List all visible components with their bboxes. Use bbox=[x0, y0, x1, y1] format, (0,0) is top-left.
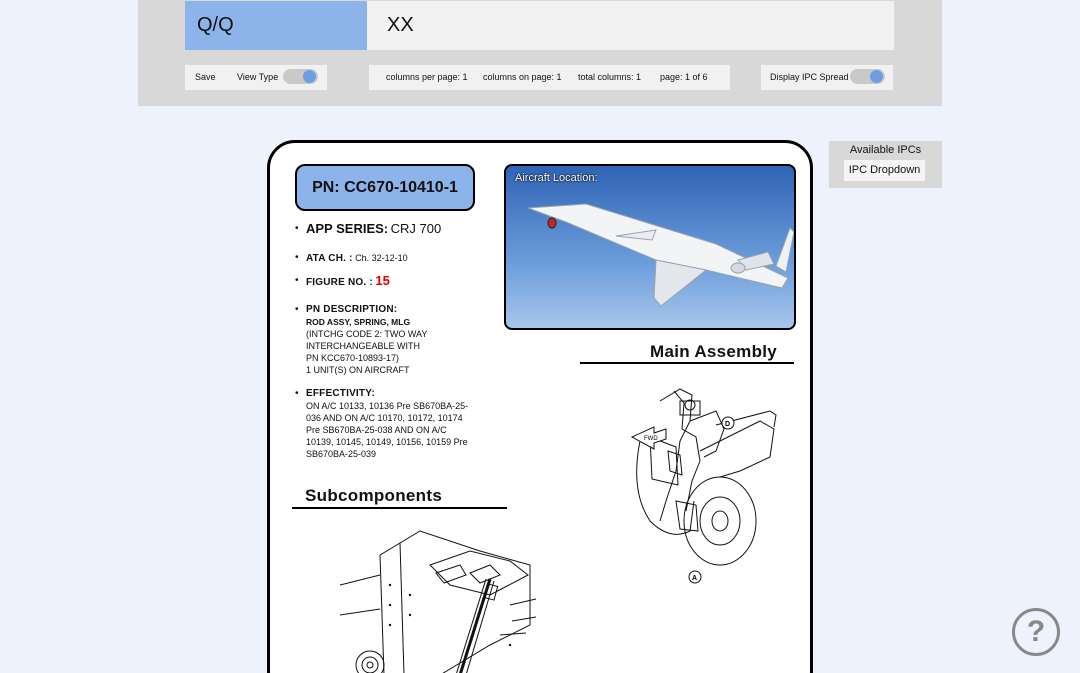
effectivity-line: ON A/C 10133, 10136 Pre SB670BA-25- bbox=[306, 401, 469, 411]
effectivity-line: 036 AND ON A/C 10170, 10172, 10174 bbox=[306, 413, 463, 423]
callout-d-label: D bbox=[725, 421, 731, 428]
view-type-label: View Type bbox=[237, 72, 279, 82]
available-ipcs-label: Available IPCs bbox=[849, 144, 922, 156]
ata-item bbox=[296, 252, 408, 265]
ipc-dropdown[interactable]: IPC Dropdown bbox=[844, 160, 925, 181]
ata-label: ATA CH. : bbox=[306, 253, 353, 264]
main-assembly-divider bbox=[580, 362, 794, 364]
part-card bbox=[267, 140, 813, 673]
available-ipcs-panel bbox=[829, 141, 942, 188]
pn-description-title: ROD ASSY, SPRING, MLG bbox=[306, 317, 411, 327]
view-type-toggle[interactable] bbox=[283, 69, 318, 84]
columns-per-page: columns per page: 1 bbox=[386, 72, 468, 82]
aircraft-location-label: Aircraft Location: bbox=[515, 172, 598, 184]
display-ipc-spread-toggle[interactable] bbox=[850, 69, 885, 84]
effectivity-line: SB670BA-25-039 bbox=[306, 449, 377, 459]
bullet-icon: • bbox=[295, 388, 299, 399]
save-view-controls bbox=[185, 65, 327, 90]
app-series-value: CRJ 700 bbox=[390, 221, 442, 236]
location-marker-icon bbox=[548, 218, 556, 228]
effectivity-line: Pre SB670BA-25-038 AND ON A/C bbox=[306, 425, 447, 435]
pn-description-line: INTERCHANGEABLE WITH bbox=[306, 341, 421, 351]
pn-description-line: PN KCC670-10893-17) bbox=[306, 353, 400, 363]
save-button[interactable]: Save bbox=[195, 72, 216, 82]
header-right-title: XX bbox=[387, 14, 414, 36]
pn-description-line: 1 UNIT(S) ON AIRCRAFT bbox=[306, 365, 410, 375]
pn-description-line: (INTCHG CODE 2: TWO WAY bbox=[306, 329, 428, 339]
pagination-info bbox=[369, 65, 730, 90]
main-assembly-diagram bbox=[620, 381, 790, 591]
aircraft-location-panel bbox=[504, 164, 796, 330]
callout-a-label: A bbox=[692, 575, 698, 582]
subcomponents-title: Subcomponents bbox=[305, 486, 443, 505]
toggle-knob bbox=[303, 70, 316, 83]
aircraft-illustration bbox=[506, 166, 796, 330]
bullet-icon: • bbox=[295, 275, 299, 286]
figure-label: FIGURE NO. : bbox=[306, 277, 373, 288]
toggle-knob bbox=[870, 70, 883, 83]
part-number-badge: PN: CC670-10410-1 bbox=[295, 164, 475, 211]
header-right-field[interactable] bbox=[367, 1, 894, 50]
top-bar bbox=[138, 0, 942, 106]
fwd-label: FWD bbox=[644, 436, 658, 442]
pn-description-item bbox=[296, 304, 427, 376]
subcomponents-divider bbox=[292, 507, 507, 509]
app-series-label: APP SERIES: bbox=[306, 221, 389, 236]
bullet-icon: • bbox=[295, 252, 299, 263]
main-assembly-title: Main Assembly bbox=[650, 342, 778, 361]
figure-number: 15 bbox=[375, 273, 390, 288]
fwd-arrow-icon bbox=[632, 427, 666, 449]
ata-value: Ch. 32-12-10 bbox=[355, 253, 408, 263]
ipc-spread-controls bbox=[761, 65, 893, 90]
subcomponents-diagram bbox=[340, 525, 540, 673]
effectivity-label: EFFECTIVITY: bbox=[306, 388, 375, 399]
effectivity-item bbox=[296, 388, 468, 460]
help-icon: ? bbox=[1026, 615, 1046, 648]
effectivity-line: 10139, 10145, 10149, 10156, 10159 Pre bbox=[306, 437, 468, 447]
header-left-title: Q/Q bbox=[197, 14, 234, 36]
bullet-icon: • bbox=[295, 223, 299, 234]
header-left-tab[interactable] bbox=[185, 1, 367, 50]
display-ipc-spread-label: Display IPC Spread bbox=[770, 72, 849, 82]
total-columns: total columns: 1 bbox=[578, 72, 642, 82]
app-series-item bbox=[296, 223, 441, 236]
bullet-icon: • bbox=[295, 304, 299, 315]
pn-description-label: PN DESCRIPTION: bbox=[306, 304, 398, 315]
page-indicator: page: 1 of 6 bbox=[660, 72, 708, 82]
figure-item bbox=[296, 275, 390, 289]
columns-on-page: columns on page: 1 bbox=[483, 72, 562, 82]
help-button[interactable] bbox=[1012, 608, 1060, 656]
